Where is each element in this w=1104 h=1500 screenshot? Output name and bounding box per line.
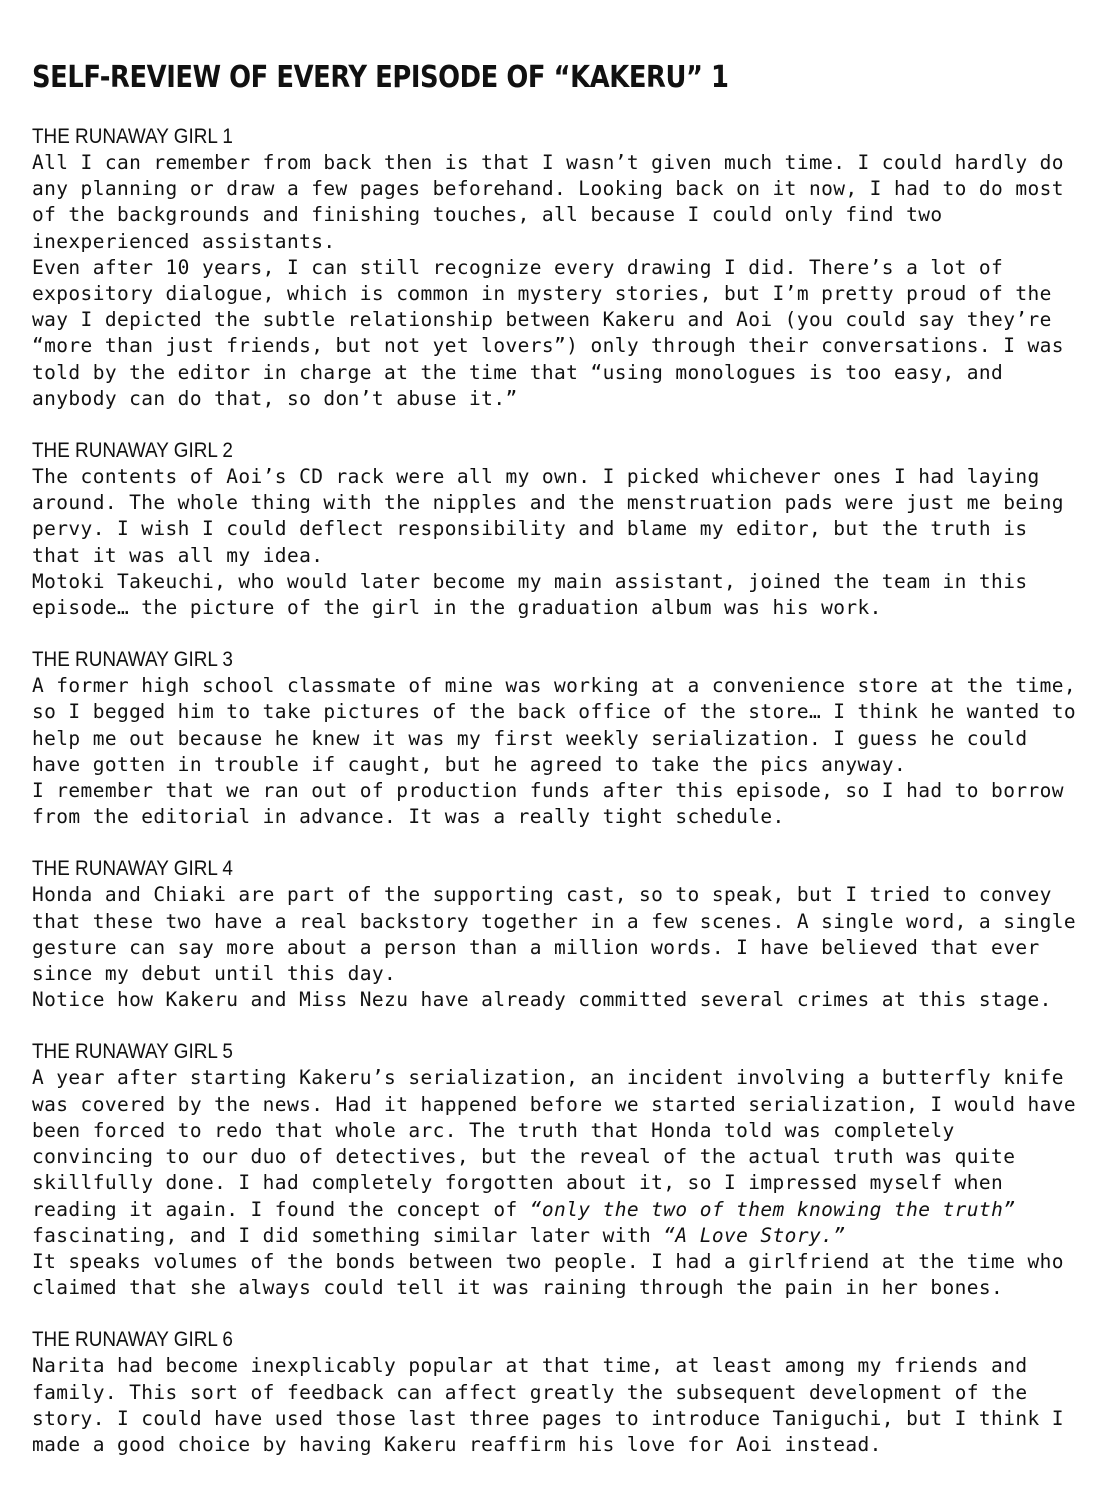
paragraph: Honda and Chiaki are part of the supporting cast, so to speak, but I tried to convey that these two have a real backstory together in a few scenes. A single word, a single gesture can say more about a person than a million words. I have believed that ever since my debut until this day. [32, 883, 1077, 986]
text-run: A year after starting Kakeru’s serialization, an incident involving a butterfly knife was covered by the news. Had it happened before we started serialization, I would have been forced to redo that whole arc. The truth that Honda told was completely convincing to our duo of detectives, but the reveal of the actual truth was quite skillfully done. I had completely forgotten about it, so I impressed myself when reading it again. I found the concept of [32, 1066, 1077, 1221]
paragraph: A former high school classmate of mine was working at a convenience store at the time, so I begged him to take pictures of the back office of the store… I think he wanted to help me out because he knew it was my first weekly serialization. I guess he could have gotten in trouble if caught, but he agreed to take the pics anyway. [32, 674, 1077, 776]
section-runaway-girl-2 [32, 438, 1077, 621]
paragraph [32, 1065, 1077, 1248]
paragraph: Narita had become inexplicably popular at that time, at least among my friends and family. This sort of feedback can affect greatly the subsequent development of the story. I could have used those last three pages to introduce Taniguchi, but I think I made a good choice by having Kakeru reaffirm his love for Aoi instead. [32, 1354, 1064, 1456]
section-heading: THE RUNAWAY GIRL 4 [32, 857, 233, 881]
section-heading: THE RUNAWAY GIRL 1 [32, 125, 233, 148]
paragraph: I remember that we ran out of production funds after this episode, so I had to borrow from the editorial in advance. It was a really tight schedule. [32, 779, 1064, 829]
section-runaway-girl-6 [32, 1327, 1077, 1458]
section-heading: THE RUNAWAY GIRL 6 [32, 1328, 233, 1352]
section-heading: THE RUNAWAY GIRL 5 [32, 1040, 233, 1064]
document-page [32, 60, 1077, 1484]
paragraph: Even after 10 years, I can still recognize every drawing I did. There’s a lot of expository dialogue, which is common in mystery stories, but I’m pretty proud of the way I depicted the subtle relationship between Kakeru and Aoi (you could say they’re “more than just friends, but not yet lovers”) only through their conversations. I was told by the editor in charge at the time that “using monologues is too easy, and anybody can do that, so don’t abuse it.” [32, 255, 1064, 410]
section-heading: THE RUNAWAY GIRL 3 [32, 648, 233, 672]
paragraph: It speaks volumes of the bonds between two people. I had a girlfriend at the time who claimed that she always could tell it was raining through the pain in her bones. [32, 1249, 1064, 1300]
paragraph: Notice how Kakeru and Miss Nezu have already committed several crimes at this stage. [32, 988, 1052, 1012]
section-runaway-girl-1 [32, 124, 1077, 412]
italic-title: “A Love Story.” [663, 1223, 846, 1247]
section-runaway-girl-4 [32, 856, 1077, 1013]
paragraph: The contents of Aoi’s CD rack were all my own. I picked whichever ones I had laying around. The whole thing with the nipples and the menstruation pads were just me being pervy. I wish I could deflect responsibility and blame my editor, but the truth is that it was all my idea. [32, 465, 1064, 567]
section-runaway-girl-5 [32, 1039, 1077, 1301]
section-heading: THE RUNAWAY GIRL 2 [32, 439, 233, 463]
section-runaway-girl-3 [32, 647, 1077, 830]
page-title: SELF-REVIEW OF EVERY EPISODE OF “KAKERU” 1 [32, 60, 729, 95]
paragraph: Motoki Takeuchi, who would later become my main assistant, joined the team in this episode… the picture of the girl in the graduation album was his work. [32, 569, 1028, 620]
text-run: fascinating, and I did something similar later with [32, 1223, 664, 1247]
paragraph: All I can remember from back then is that I wasn’t given much time. I could hardly do any planning or draw a few pages beforehand. Looking back on it now, I had to do most of the backgrounds and finishing touches, all because I could only find two inexperienced assistants. [32, 151, 1064, 253]
italic-quote: “only the two of them knowing the truth” [529, 1197, 1016, 1221]
